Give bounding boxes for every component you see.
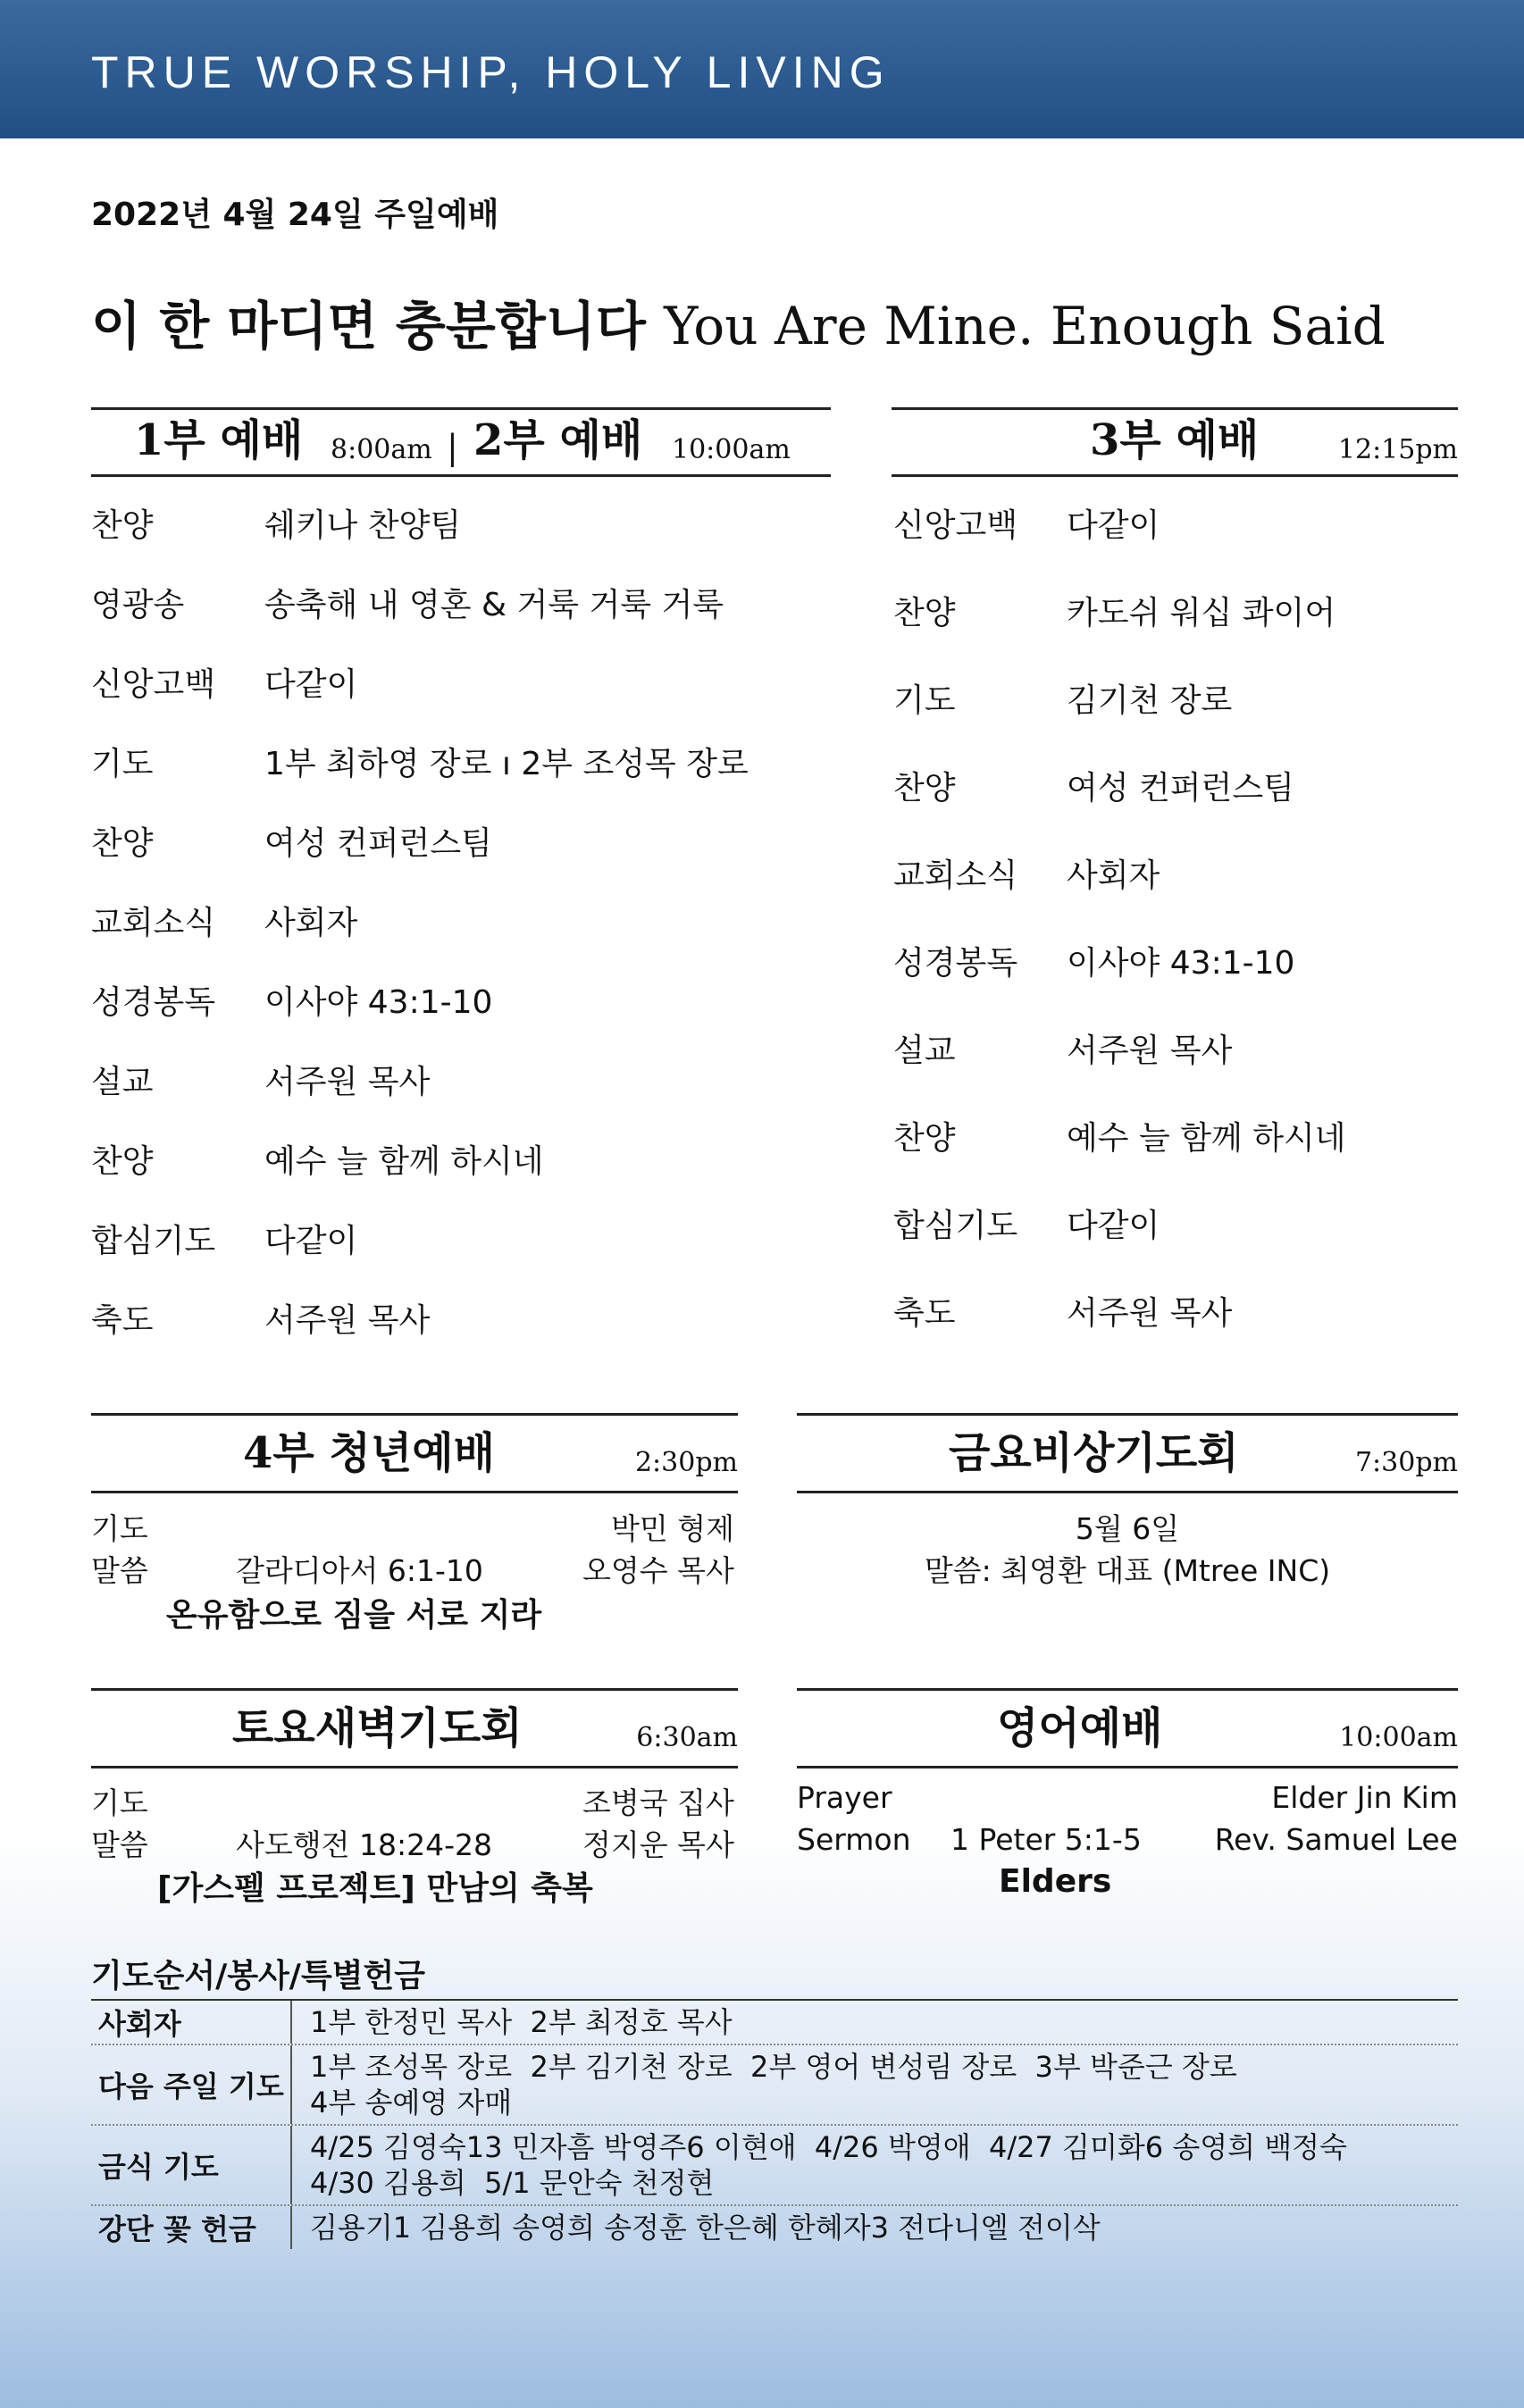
service3-item-detail: 이사야 43:1-10 (1067, 945, 1295, 982)
service3-item-role: 합심기도 (893, 1208, 1018, 1244)
roles-row-value (292, 2001, 733, 2044)
english-sermon-passage: 1 Peter 5:1-5 (950, 1822, 1142, 1857)
service3-item-role: 교회소식 (893, 857, 1018, 894)
english-prayer-name: Elder Jin Kim (1271, 1780, 1458, 1815)
service12-item-role: 찬양 (91, 1143, 154, 1180)
roles-row-label: 다음 주일 기도 (91, 2045, 292, 2124)
service3-label: 3부 예배 (1090, 415, 1260, 465)
service3-item-role: 찬양 (893, 1120, 956, 1157)
service1-label: 1부 예배 (134, 415, 304, 465)
english-preacher: Rev. Samuel Lee (1214, 1822, 1458, 1857)
saturday-prayer-label: 기도 (91, 1785, 148, 1820)
friday-word: 말씀: 최영환 대표 (Mtree INC) (924, 1553, 1331, 1588)
service4-prayer-name: 박민 형제 (611, 1511, 735, 1546)
service12-item-role: 성경봉독 (91, 984, 216, 1021)
roles-title: 기도순서/봉사/특별헌금 (91, 1958, 426, 1994)
service12-item-detail: 여성 컨퍼런스팀 (264, 825, 492, 862)
service12-header (91, 407, 831, 477)
roles-row-line: 4/25 김영숙13 민자흠 박영주6 이현애 4/26 박영애 4/27 김미화6 송영희 백정숙 (310, 2130, 1347, 2164)
roles-row-label: 금식 기도 (91, 2126, 292, 2204)
service3-item-detail: 예수 늘 함께 하시네 (1067, 1120, 1346, 1157)
saturday-label: 토요새벽기도회 (232, 1703, 523, 1753)
roles-row-line: 4/30 김용희 5/1 문안숙 천정현 (310, 2166, 715, 2200)
header-banner (0, 0, 1524, 138)
service12-item-role: 기도 (91, 746, 154, 782)
header-title: TRUE WORSHIP, HOLY LIVING (91, 47, 891, 97)
service3-item-detail: 서주원 목사 (1067, 1295, 1233, 1332)
roles-table (91, 1999, 1458, 2249)
saturday-word-preacher: 정지운 목사 (582, 1827, 734, 1862)
roles-row-value (292, 2045, 1237, 2124)
service12-item-role: 찬양 (91, 507, 154, 544)
friday-label: 금요비상기도회 (949, 1428, 1239, 1478)
saturday-prayer-name: 조병국 집사 (582, 1785, 734, 1820)
service4-prayer-label: 기도 (91, 1511, 148, 1546)
sermon-title-en: You Are Mine. Enough Said (664, 296, 1386, 356)
roles-row-value (292, 2206, 1101, 2249)
saturday-word-passage: 사도행전 18:24-28 (236, 1827, 493, 1862)
friday-date: 5월 6일 (1075, 1511, 1180, 1546)
roles-row (91, 2045, 1458, 2126)
roles-row-label: 강단 꽃 헌금 (91, 2206, 292, 2249)
service4-time: 2:30pm (634, 1447, 738, 1478)
date-line: 2022년 4월 24일 주일예배 (91, 196, 499, 233)
service12-item-detail: 사회자 (264, 905, 358, 941)
service3-item-role: 성경봉독 (893, 945, 1018, 982)
roles-row-line: 김용기1 김용희 송영희 송정훈 한은혜 한혜자3 전다니엘 전이삭 (310, 2211, 1101, 2245)
saturday-header (91, 1688, 738, 1768)
sermon-title (91, 284, 1386, 359)
roles-row (91, 2206, 1458, 2249)
service3-item-detail: 서주원 목사 (1067, 1033, 1233, 1069)
service12-item-detail: 서주원 목사 (264, 1302, 431, 1339)
service3-time: 12:15pm (1337, 434, 1458, 465)
service4-word-label: 말씀 (91, 1553, 148, 1588)
service12-item-detail: 서주원 목사 (264, 1064, 431, 1100)
service4-word-passage: 갈라디아서 6:1-10 (236, 1553, 483, 1588)
service4-label: 4부 청년예배 (243, 1428, 495, 1478)
english-prayer-label: Prayer (797, 1780, 892, 1815)
english-sermon-label: Sermon (797, 1822, 911, 1857)
service12-item-detail: 이사야 43:1-10 (264, 984, 493, 1021)
service12-item-role: 영광송 (91, 587, 185, 623)
service12-item-role: 교회소식 (91, 905, 216, 941)
service3-item-role: 축도 (893, 1295, 956, 1332)
sermon-title-ko: 이 한 마디면 충분합니다 (91, 296, 646, 356)
english-label: 영어예배 (997, 1703, 1163, 1753)
service3-item-detail: 김기천 장로 (1067, 682, 1233, 719)
english-time: 10:00am (1339, 1722, 1458, 1753)
service12-item-role: 찬양 (91, 825, 154, 862)
service3-item-role: 찬양 (893, 770, 956, 807)
service3-item-role: 신앙고백 (893, 507, 1018, 544)
service3-item-detail: 카도쉬 워십 콰이어 (1067, 595, 1336, 631)
roles-row (91, 2126, 1458, 2206)
service-separator: | (447, 428, 458, 467)
roles-row-line: 1부 조성목 장로 2부 김기천 장로 2부 영어 변성림 장로 3부 박준근 장로 (310, 2050, 1237, 2084)
service3-item-role: 기도 (893, 682, 956, 719)
service1-time: 8:00am (331, 434, 432, 465)
service12-item-role: 설교 (91, 1064, 154, 1100)
friday-time: 7:30pm (1354, 1447, 1458, 1478)
service3-item-detail: 사회자 (1067, 857, 1160, 894)
service2-time: 10:00am (672, 434, 791, 465)
roles-row (91, 2001, 1458, 2045)
saturday-time: 6:30am (636, 1722, 738, 1753)
roles-row-line: 4부 송예영 자매 (310, 2086, 513, 2120)
service12-item-detail: 예수 늘 함께 하시네 (264, 1143, 544, 1180)
service3-item-role: 설교 (893, 1033, 956, 1069)
service3-item-detail: 여성 컨퍼런스팀 (1067, 770, 1294, 807)
service12-item-detail: 쉐키나 찬양팀 (264, 507, 462, 544)
service12-item-detail: 송축해 내 영혼 & 거룩 거룩 거룩 (264, 587, 724, 623)
service12-item-detail: 1부 최하영 장로 ı 2부 조성목 장로 (264, 746, 749, 782)
saturday-word-label: 말씀 (91, 1827, 148, 1862)
service12-item-detail: 다같이 (264, 666, 358, 703)
english-header (797, 1688, 1458, 1768)
roles-row-label: 사회자 (91, 2001, 292, 2044)
friday-header (797, 1413, 1458, 1493)
service12-item-detail: 다같이 (264, 1223, 358, 1259)
service2-label: 2부 예배 (473, 415, 643, 465)
service12-item-role: 신앙고백 (91, 666, 216, 703)
service4-sermon-title: 온유함으로 짐을 서로 지라 (166, 1597, 542, 1634)
service3-item-detail: 다같이 (1067, 1208, 1160, 1244)
roles-row-value (292, 2126, 1347, 2204)
service12-item-role: 축도 (91, 1302, 154, 1339)
english-sermon-title: Elders (999, 1863, 1112, 1900)
service12-item-role: 합심기도 (91, 1223, 216, 1259)
roles-row-line: 1부 한정민 목사 2부 최정호 목사 (310, 2005, 733, 2039)
service4-header (91, 1413, 738, 1493)
saturday-sermon-title: [가스펠 프로젝트] 만남의 축복 (157, 1870, 593, 1907)
service3-item-detail: 다같이 (1067, 507, 1160, 544)
service3-item-role: 찬양 (893, 595, 956, 631)
service4-word-preacher: 오영수 목사 (582, 1553, 734, 1588)
service3-header (892, 407, 1458, 477)
